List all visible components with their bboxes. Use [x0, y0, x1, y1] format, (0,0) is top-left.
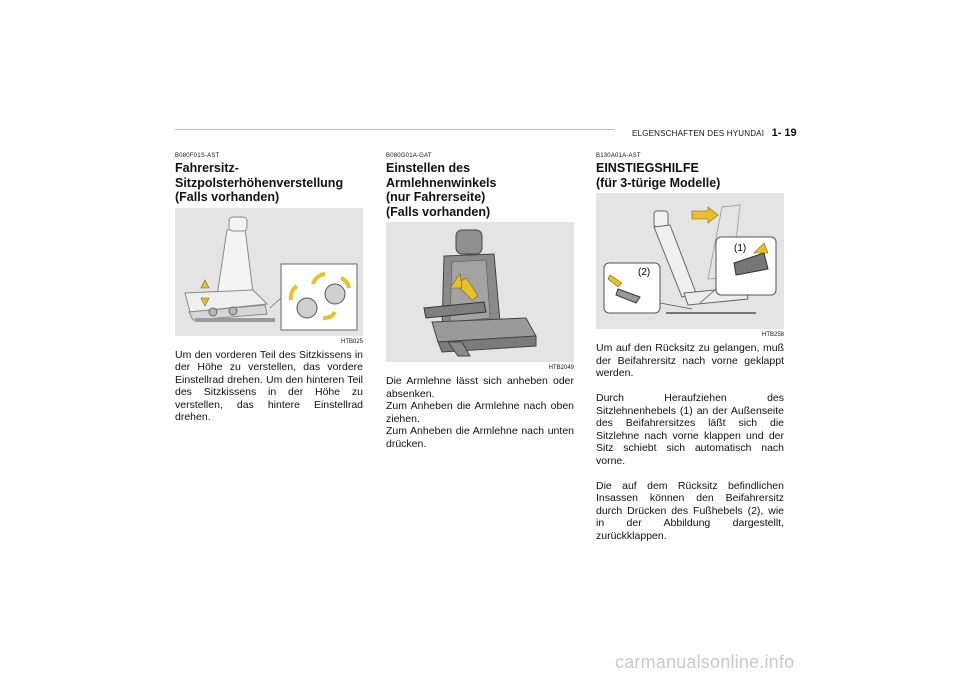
body-paragraph: Zum Anheben die Armlehne nach oben ziehen. — [386, 400, 574, 425]
heading-line: Armlehnenwinkels — [386, 175, 497, 190]
heading-line: Einstellen des — [386, 161, 471, 175]
figure-seat-height — [175, 208, 363, 336]
section-code: B130A01A-AST — [596, 153, 641, 159]
heading-line: (nur Fahrerseite) — [386, 190, 486, 204]
heading-line: Fahrersitz- — [175, 161, 239, 175]
body-paragraph: Zum Anheben die Armlehne nach unten drücken. — [386, 425, 574, 450]
section-seat-height — [175, 153, 363, 436]
heading-line: (Falls vorhanden) — [386, 204, 491, 219]
body-paragraph: Um auf den Rücksitz zu gelangen, muß der Beifahrersitz nach vorne geklappt werden. — [596, 342, 784, 379]
section-armrest — [386, 153, 574, 450]
page-header — [632, 123, 797, 141]
section-body — [386, 375, 574, 450]
section-code: B080G01A-GAT — [386, 153, 432, 159]
section-heading — [386, 161, 574, 219]
section-heading — [596, 161, 784, 190]
figure-ref: HTB025 — [340, 338, 363, 345]
figure-ref: HTB258 — [761, 332, 784, 338]
watermark: carmanualsonline.info — [615, 652, 795, 672]
section-body — [596, 342, 784, 542]
callout-label-1: (1) — [734, 243, 747, 254]
header-title: ELGENSCHAFTEN DES HYUNDAI — [632, 129, 765, 138]
callout-label-2: (2) — [638, 267, 651, 278]
figure-ref: HTB2049 — [548, 365, 574, 371]
heading-line: (für 3-türige Modelle) — [596, 175, 721, 190]
header-rule — [175, 129, 615, 130]
body-paragraph: Die auf dem Rücksitz befindlichen Insassen können den Beifahrersitz durch Drücken des Fußhebels (2), wie in der Abbildung dargestellt, zurückklappen. — [596, 479, 784, 542]
figure-armrest — [386, 222, 574, 362]
heading-line: (Falls vorhanden) — [175, 190, 280, 204]
body-paragraph: Die Armlehne lässt sich anheben oder absenken. — [386, 375, 574, 400]
section-entry-aid — [596, 153, 784, 555]
section-heading — [175, 161, 363, 205]
section-body — [175, 349, 363, 424]
body-paragraph: Durch Heraufziehen des Sitzlehnenhebels (1) an der Außenseite des Beifahrersitzes läßt sich die Sitzlehne nach vorne klappen und der Sitz schiebt sich automatisch nach vorne. — [596, 392, 784, 467]
section-code: B080F01S-AST — [175, 153, 220, 159]
heading-line: Sitzpolsterhöhenverstellung — [175, 175, 344, 190]
body-paragraph: Um den vorderen Teil des Sitzkissens in der Höhe zu verstellen, das vordere Einstellrad drehen. Um den hinteren Teil des Sitzkissens in der Höhe zu verstellen, das hintere Einstellrad drehen. — [175, 348, 363, 423]
heading-line: EINSTIEGSHILFE — [596, 161, 699, 175]
figure-entry-aid — [596, 193, 784, 329]
page-number: 1- 19 — [771, 127, 797, 139]
